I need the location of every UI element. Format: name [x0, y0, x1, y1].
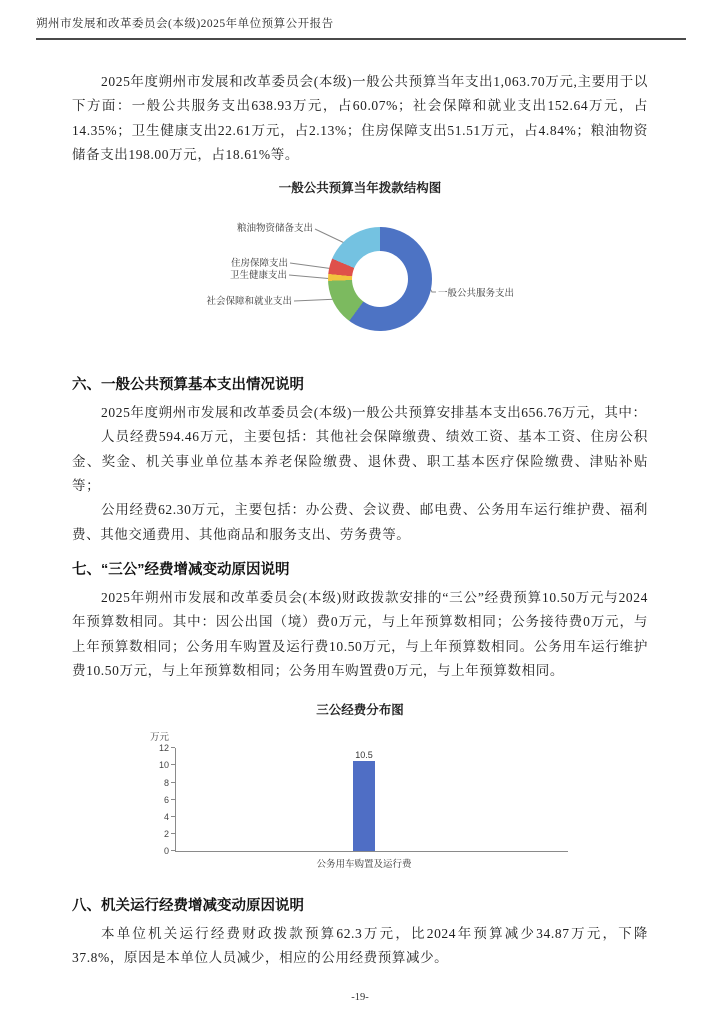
- y-axis-tick-mark: [171, 850, 175, 851]
- section-7-heading: 七、“三公”经费增减变动原因说明: [72, 561, 290, 578]
- bar-value-label: 10.5: [355, 750, 373, 761]
- section-8-heading: 八、机关运行经费增减变动原因说明: [72, 898, 304, 915]
- donut-label-grain-reserve: 粮油物资储备支出: [236, 223, 313, 235]
- y-axis-tick-label: 12: [158, 743, 169, 754]
- y-axis-tick-mark: [171, 833, 175, 834]
- y-axis-unit-label: 万元: [150, 732, 170, 744]
- y-axis-tick-mark: [171, 816, 175, 817]
- intro-paragraph: 2025年度朔州市发展和改革委员会(本级)一般公共预算当年支出1,063.70万元,主要用于以下方面：一般公共服务支出638.93万元，占60.07%；社会保障和就业支出152.64万元，占14.35%；卫生健康支出22.61万元，占2.13%；住房保障支出51.51万元，占4.84%；粮油物资储备支出198.00万元，占18.61%等。: [72, 74, 648, 162]
- section-6-paragraph-3: 公用经费62.30万元，主要包括：办公费、会议费、邮电费、公务用车运行维护费、福利费、其他交通费用、其他商品和服务支出、劳务费等。: [72, 502, 648, 542]
- section-6-paragraph-2: 人员经费594.46万元，主要包括：其他社会保障缴费、绩效工资、基本工资、住房公积金、奖金、机关事业单位基本养老保险缴费、退休费、职工基本医疗保险缴费、津贴补贴等；: [72, 429, 648, 494]
- donut-label-housing-security: 住房保障支出: [230, 258, 288, 270]
- donut-chart-title: 一般公共预算当年拨款结构图: [278, 181, 442, 196]
- y-axis-tick-label: 8: [163, 777, 169, 788]
- donut-label-social-security-employment: 社会保障和就业支出: [206, 296, 292, 308]
- section-8-paragraph-1: 本单位机关运行经费财政拨款预算62.3万元，比2024年预算减少34.87万元，下降37.8%，原因是本单位人员减少，相应的公用经费预算减少。: [72, 926, 648, 966]
- y-axis-tick-label: 2: [163, 829, 169, 839]
- y-axis-tick-mark: [171, 799, 175, 800]
- donut-label-health: 卫生健康支出: [229, 270, 287, 282]
- document-header-title: 朔州市发展和改革委员会(本级)2025年单位预算公开报告: [36, 15, 686, 40]
- bar-column: [353, 750, 375, 851]
- section-6-paragraph-1: 2025年度朔州市发展和改革委员会(本级)一般公共预算安排基本支出656.76万元，其中：: [101, 405, 647, 421]
- donut-hole: [352, 251, 408, 307]
- section-7-paragraph-1: 2025年朔州市发展和改革委员会(本级)财政拨款安排的“三公”经费预算10.50万元与2024年预算数相同。其中：因公出国（境）费0万元，与上年预算数相同；公务接待费0万元，与上年预算数相同；公务用车购置及运行费10.50万元，与上年预算数相同。公务用车运行维护费10.50万元，与上年预算数相同；公务用车购置费0万元，与上年预算数相同。: [72, 589, 648, 678]
- y-axis-tick-label: 10: [158, 760, 169, 771]
- document-body: [72, 58, 648, 971]
- bar-rect: [353, 761, 375, 851]
- bar-chart: [72, 724, 648, 886]
- y-axis-tick-mark: [171, 764, 175, 765]
- bar-chart-title: 三公经费分布图: [316, 703, 404, 718]
- y-axis-tick-mark: [171, 747, 175, 748]
- y-axis-tick-label: 6: [163, 794, 169, 805]
- x-axis-category-label: 公务用车购置及运行费: [316, 859, 412, 871]
- donut-chart: [72, 201, 648, 351]
- y-axis-tick-label: 0: [163, 846, 169, 857]
- section-6-heading: 六、一般公共预算基本支出情况说明: [72, 377, 304, 394]
- donut-label-general-public-services: 一般公共服务支出: [438, 288, 515, 300]
- y-axis-tick-mark: [171, 782, 175, 783]
- y-axis-tick-label: 4: [163, 811, 169, 822]
- page-number: -19-: [351, 992, 369, 1003]
- bar-plot-area: [150, 732, 568, 871]
